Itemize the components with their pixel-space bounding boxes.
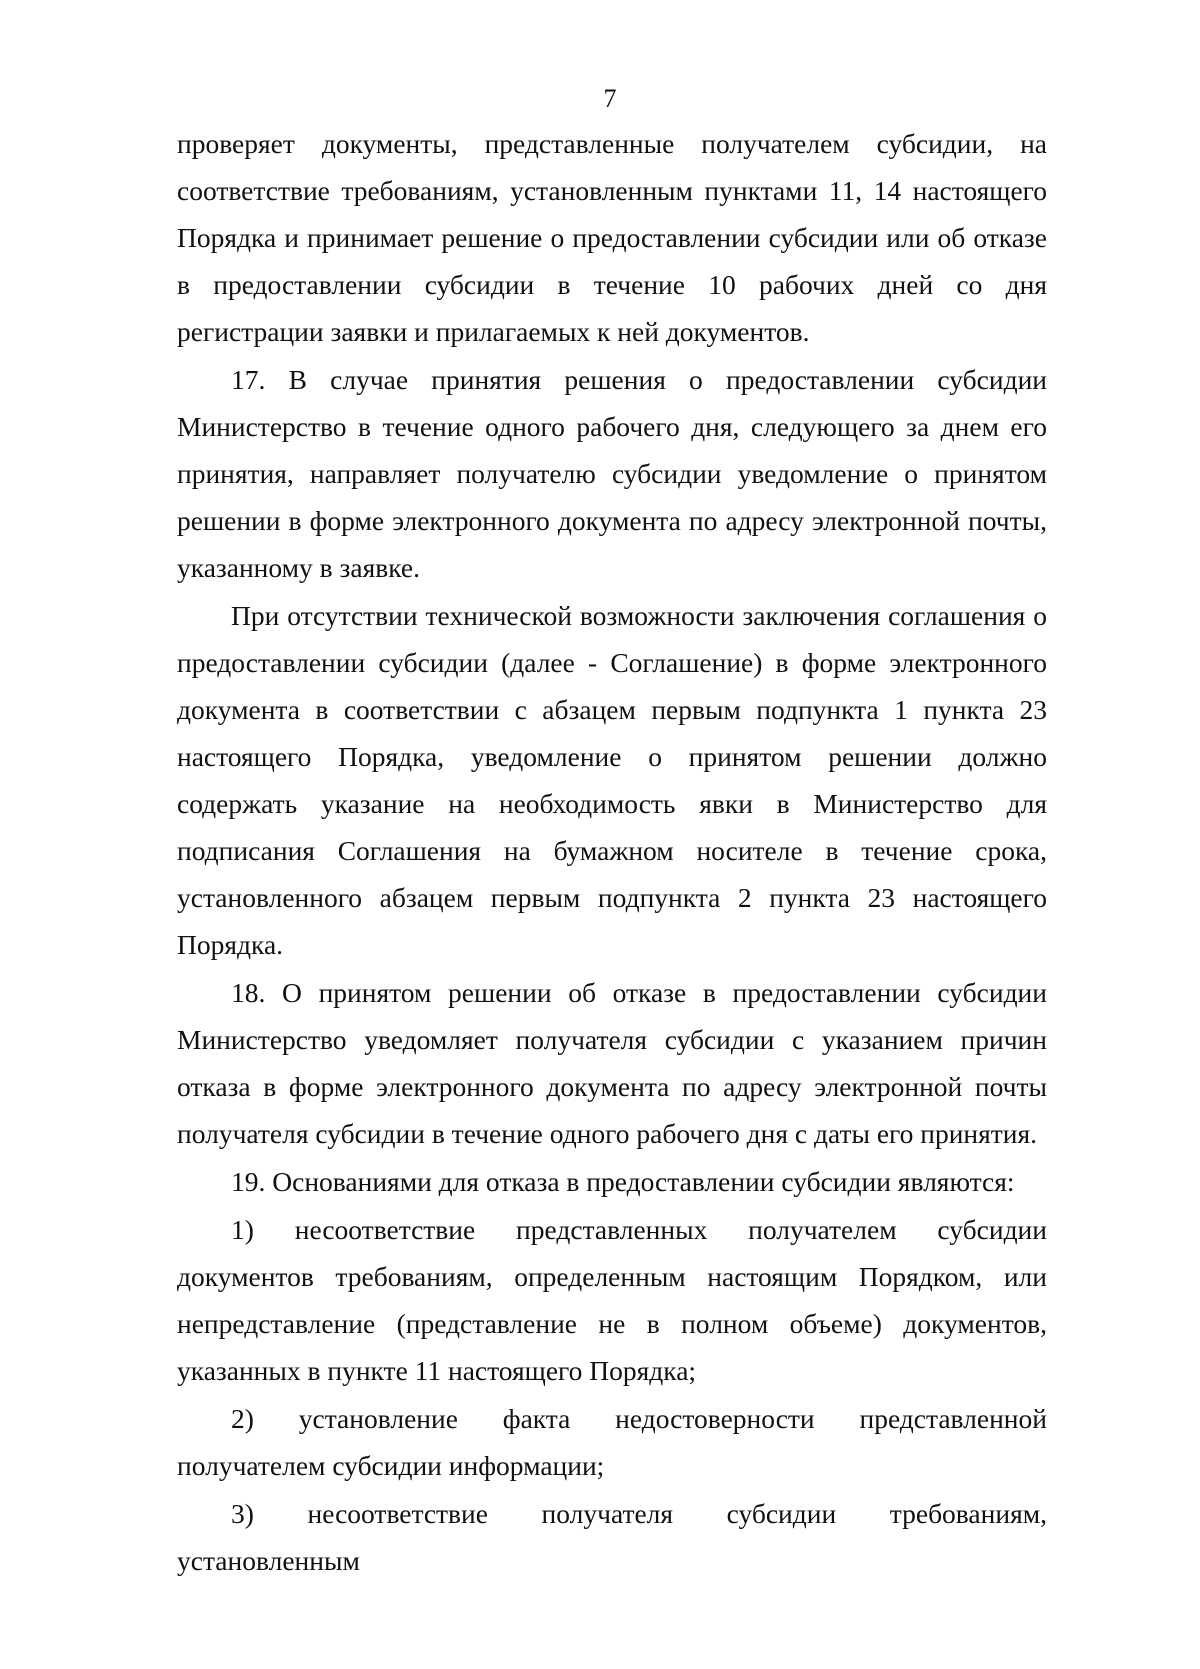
paragraph-continuation: проверяет документы, представленные получателем субсидии, на соответствие требованиям, установленным пунктами 11, 14 настоящего Порядка и принимает решение о предоставлении субсидии или об отказе в предоставлении субсидии в течение 10 рабочих дней со дня регистрации заявки и прилагаемых к ней документов. xyxy=(177,128,1047,347)
list-item-3: 3) несоответствие получателя субсидии требованиям, установленным xyxy=(177,1498,1047,1576)
list-item-2: 2) установление факта недостоверности представленной получателем субсидии информации; xyxy=(177,1403,1047,1481)
page-number: 7 xyxy=(603,84,617,113)
paragraph-item-17: 17. В случае принятия решения о предоставлении субсидии Министерство в течение одного рабочего дня, следующего за днем его принятия, направляет получателю субсидии уведомление о принятом решении в форме электронного документа по адресу электронной почты, указанному в заявке. xyxy=(177,364,1047,583)
paragraph-item-19: 19. Основаниями для отказа в предоставлении субсидии являются: xyxy=(231,1166,1015,1197)
document-body xyxy=(177,120,1047,1585)
paragraph-item-18: 18. О принятом решении об отказе в предоставлении субсидии Министерство уведомляет получателя субсидии с указанием причин отказа в форме электронного документа по адресу электронной почты получателя субсидии в течение одного рабочего дня с даты его принятия. xyxy=(177,977,1047,1149)
paragraph-item-17-agreement: При отсутствии технической возможности заключения соглашения о предоставлении субсидии (далее - Соглашение) в форме электронного документа в соответствии с абзацем первым подпункта 1 пункта 23 настоящего Порядка, уведомление о принятом решении должно содержать указание на необходимость явки в Министерство для подписания Соглашения на бумажном носителе в течение срока, установленного абзацем первым подпункта 2 пункта 23 настоящего Порядка. xyxy=(177,600,1047,960)
list-item-1: 1) несоответствие представленных получателем субсидии документов требованиям, определенным настоящим Порядком, или непредставление (представление не в полном объеме) документов, указанных в пункте 11 настоящего Порядка; xyxy=(177,1214,1047,1386)
